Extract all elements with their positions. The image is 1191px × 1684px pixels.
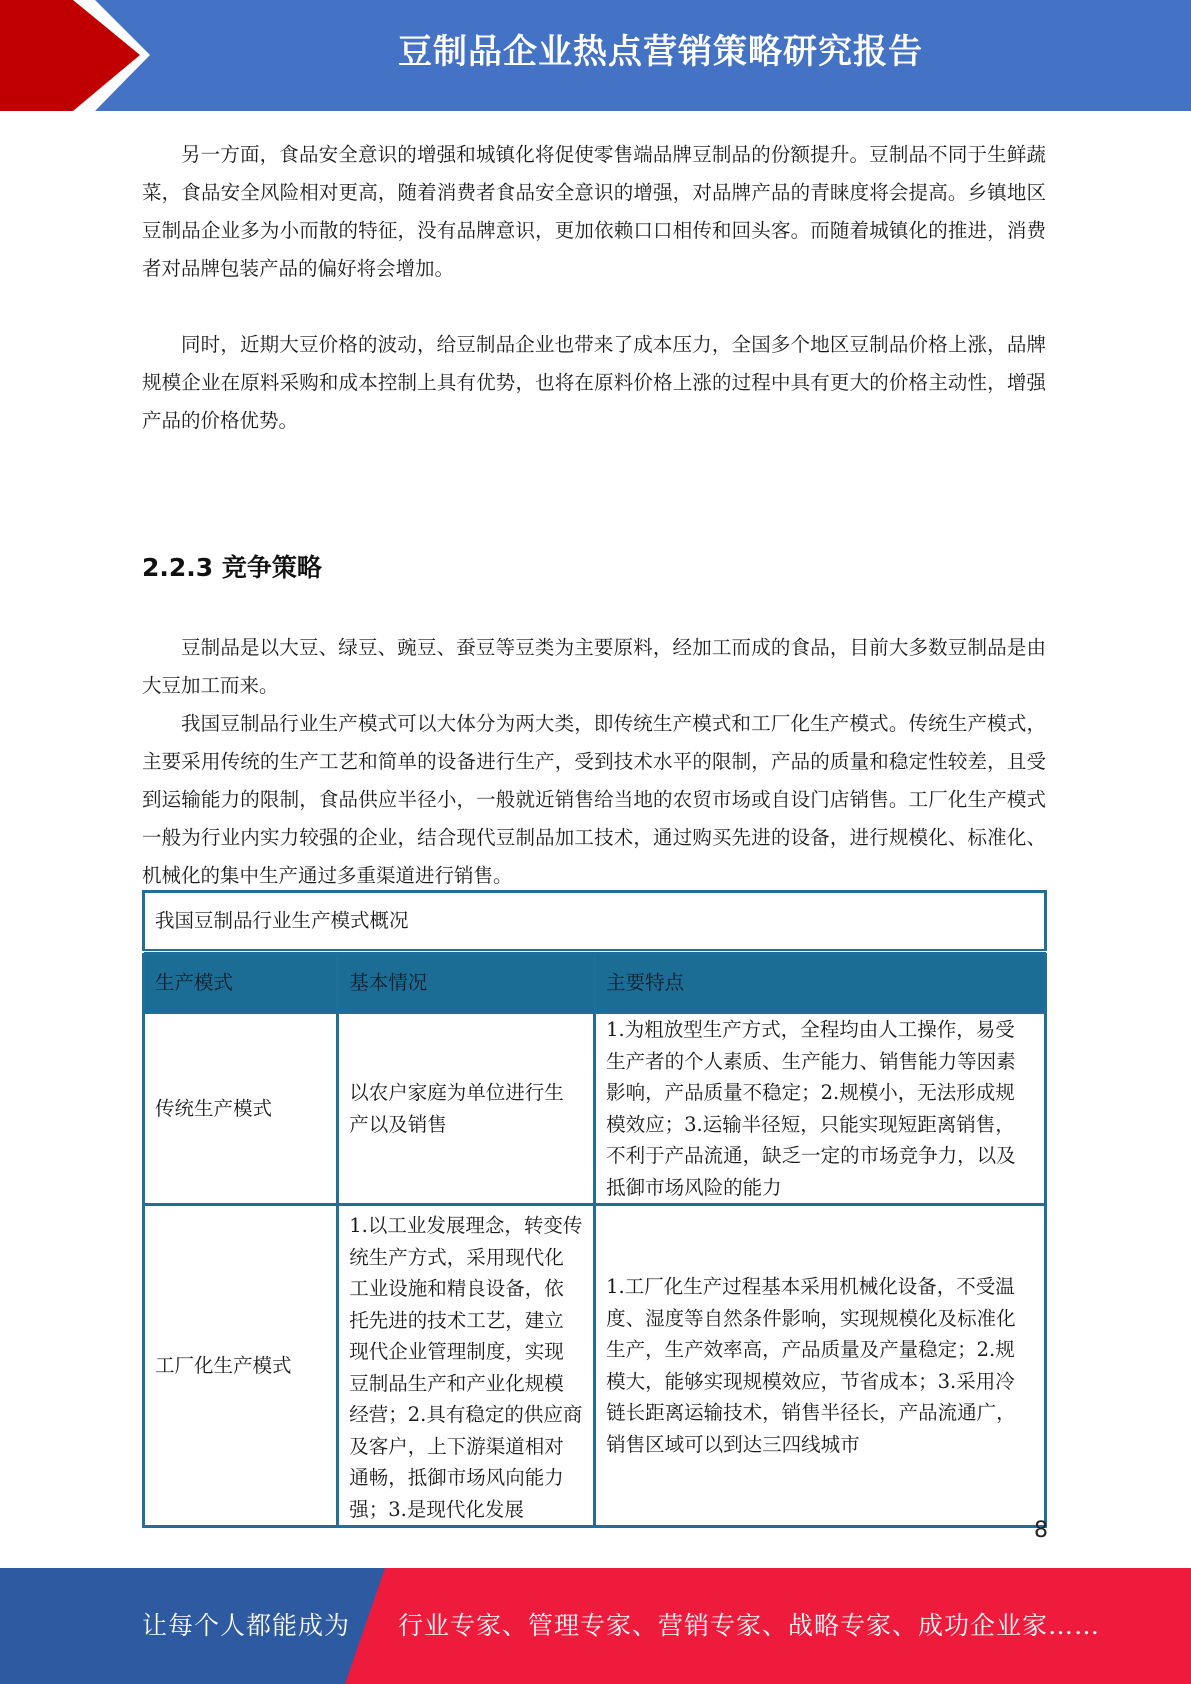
table-header-row bbox=[144, 952, 1046, 1013]
page-number: 8 bbox=[1034, 1518, 1048, 1543]
table-row bbox=[144, 1013, 1046, 1205]
cell-basic: 1.以工业发展理念，转变传统生产方式，采用现代化工业设施和精良设备，依托先进的技术工艺，建立现代企业管理制度，实现豆制品生产和产业化规模经营；2.具有稳定的供应商及客户，上下游渠道相对通畅，抵御市场风向能力强；3.是现代化发展 bbox=[338, 1205, 595, 1527]
header-cell-features: 主要特点 bbox=[595, 952, 1046, 1013]
footer-slogan-left: 让每个人都能成为 bbox=[142, 1611, 351, 1640]
table-row bbox=[144, 1205, 1046, 1527]
paragraph-soy-price: 同时，近期大豆价格的波动，给豆制品企业也带来了成本压力，全国多个地区豆制品价格上涨，品牌规模企业在原料采购和成本控制上具有优势，也将在原料价格上涨的过程中具有更大的价格主动性，增强产品的价格优势。 bbox=[142, 333, 1046, 432]
footer-slogan-right: 行业专家、管理专家、营销专家、战略专家、成功企业家…… bbox=[398, 1611, 1101, 1640]
report-title: 豆制品企业热点营销策略研究报告 bbox=[398, 32, 923, 72]
table-caption: 我国豆制品行业生产模式概况 bbox=[144, 892, 1046, 953]
paragraph-soy-definition: 豆制品是以大豆、绿豆、豌豆、蚕豆等豆类为主要原料，经加工而成的食品，目前大多数豆制品是由大豆加工而来。 bbox=[142, 636, 1046, 697]
header-cell-mode: 生产模式 bbox=[144, 952, 338, 1013]
cell-features: 1.工厂化生产过程基本采用机械化设备，不受温度、湿度等自然条件影响，实现规模化及标准化生产，生产效率高，产品质量及产量稳定；2.规模大，能够实现规模效应，节省成本；3.采用冷链长距离运输技术，销售半径长，产品流通广，销售区域可以到达三四线城市 bbox=[595, 1205, 1046, 1527]
cell-features: 1.为粗放型生产方式，全程均由人工操作，易受生产者的个人素质、生产能力、销售能力等因素影响，产品质量不稳定；2.规模小，无法形成规模效应；3.运输半径短，只能实现短距离销售，不利于产品流通，缺乏一定的市场竞争力，以及抵御市场风险的能力 bbox=[595, 1013, 1046, 1205]
cell-mode: 传统生产模式 bbox=[144, 1013, 338, 1205]
cell-mode: 工厂化生产模式 bbox=[144, 1205, 338, 1527]
section-heading: 2.2.3 竞争策略 bbox=[142, 553, 322, 582]
paragraph-production-modes: 我国豆制品行业生产模式可以大体分为两大类，即传统生产模式和工厂化生产模式。传统生产模式，主要采用传统的生产工艺和简单的设备进行生产，受到技术水平的限制，产品的质量和稳定性较差，且受到运输能力的限制，食品供应半径小，一般就近销售给当地的农贸市场或自设门店销售。工厂化生产模式一般为行业内实力较强的企业，结合现代豆制品加工技术，通过购买先进的设备，进行规模化、标准化、机械化的集中生产通过多重渠道进行销售。 bbox=[142, 712, 1046, 887]
header-banner bbox=[0, 0, 1191, 111]
production-mode-table bbox=[142, 890, 1047, 1528]
intro-text-block bbox=[142, 136, 1046, 440]
competition-text-block bbox=[142, 629, 1046, 895]
header-cell-basic: 基本情况 bbox=[338, 952, 595, 1013]
cell-basic: 以农户家庭为单位进行生产以及销售 bbox=[338, 1013, 595, 1205]
paragraph-food-safety: 另一方面，食品安全意识的增强和城镇化将促使零售端品牌豆制品的份额提升。豆制品不同于生鲜蔬菜，食品安全风险相对更高，随着消费者食品安全意识的增强，对品牌产品的青睐度将会提高。乡镇地区豆制品企业多为小而散的特征，没有品牌意识，更加依赖口口相传和回头客。而随着城镇化的推进，消费者对品牌包装产品的偏好将会增加。 bbox=[142, 143, 1046, 280]
table-caption-row bbox=[144, 892, 1046, 953]
footer-banner bbox=[0, 1568, 1191, 1684]
header-chevron-icon bbox=[0, 0, 140, 111]
